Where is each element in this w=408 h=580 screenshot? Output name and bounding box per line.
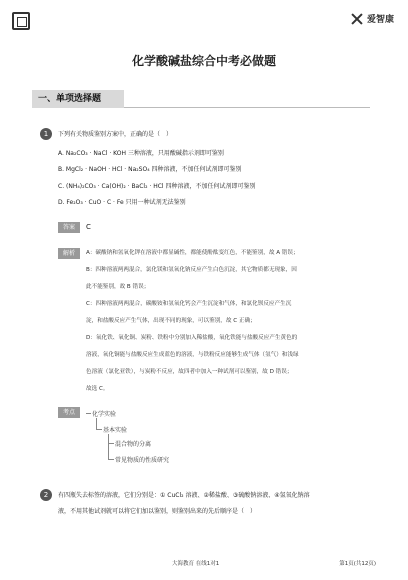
tree-branch-2a: [108, 443, 114, 444]
answer-value: C: [86, 223, 91, 231]
analysis-line-5: 淀，和盐酸反应产生气体，出现不同的现象，可以鉴别，故 C 正确；: [86, 318, 256, 324]
question-1-text: 下列有关物质鉴别方案中，正确的是（ ）: [58, 131, 173, 138]
analysis-line-4: C：四种溶液两两混合，碳酸铵和氢氧化钙会产生沉淀和气体，和氯化钡反应产生沉: [86, 301, 292, 307]
tree-root: 化学实验: [92, 411, 117, 418]
analysis-line-1: A：碳酸钠和氢氧化钾在溶液中都显碱性，都能使酚酞变红色，不能鉴别，故 A 错误；: [86, 250, 299, 256]
tree-stem-2: [108, 434, 109, 459]
tree-level1: 基本实验: [103, 427, 128, 434]
analysis-line-6: D：氧化铁、氧化铜、炭粉、铁粉中分别加入稀盐酸，氧化铁能与盐酸反应产生黄色的: [86, 335, 298, 341]
tree-level2-item-2: 常见物质的性质研究: [115, 457, 170, 464]
question-number-1: 1: [40, 128, 52, 140]
analysis-line-7: 溶液，氧化铜能与盐酸反应生成蓝色的溶液，与铁粉反应能够生成气体（氢气）和浅绿: [86, 352, 299, 358]
analysis-line-3: 此不能鉴别，故 B 错误；: [86, 284, 150, 290]
analysis-line-2: B：四种溶液两两混合，氯化镁和氢氧化钠反应产生白色沉淀，其它物质都无现象，因: [86, 267, 297, 273]
logo-left-icon: [12, 12, 30, 30]
analysis-line-8: 色溶液（氯化亚铁），与炭粉不反应，故四者中加入一种试剂可以鉴别，故 D 错误；: [86, 369, 293, 375]
brand-name: 爱智康: [366, 15, 394, 25]
tree-branch-2b: [108, 459, 114, 460]
section-title: 一、单项选择题: [32, 90, 124, 108]
option-a: A. Na₂CO₃ · NaCl · KOH 三种溶液，只用酸碱指示剂即可鉴别: [58, 150, 224, 157]
page-header: [0, 0, 408, 40]
brand: [351, 12, 394, 25]
analysis-line-9: 故选 C。: [86, 386, 109, 392]
tree-branch-root: [86, 413, 91, 414]
analysis-label: 解析: [58, 248, 80, 259]
question-2-line-2: 液，不用其他试剂就可以将它们加以鉴别，则鉴别出来的先后顺序是（ ）: [58, 508, 257, 515]
page-title: 化学酸碱盐综合中考必做题: [131, 54, 276, 68]
point-label: 考点: [58, 407, 80, 418]
option-b: B. MgCl₂ · NaOH · HCl · Na₂SO₄ 四种溶液，不加任何试剂即可鉴别: [58, 166, 242, 173]
option-d: D. Fe₂O₃ · CuO · C · Fe 只用一种试剂无法鉴别: [58, 199, 186, 206]
question-number-2: 2: [40, 489, 52, 501]
question-2-line-1: 有四瓶失去标签的溶液，它们分别是：① CuCl₂ 溶液、②稀盐酸、③硫酸钠溶液、④氢氧化钠溶: [58, 492, 310, 499]
tree-branch-1: [96, 429, 102, 430]
option-c: C. (NH₄)₂CO₃ · Ca(OH)₂ · BaCl₂ · HCl 四种溶液，不加任何试剂即可鉴别: [58, 183, 256, 190]
footer-center: 大海教育 在线1对1: [172, 561, 220, 567]
tree-level2-item-1: 混合物的分离: [115, 441, 152, 448]
section-header: [32, 90, 370, 108]
footer-page: 第1页(共12页): [339, 561, 376, 567]
answer-label: 答案: [58, 222, 80, 233]
tree-stem-1: [96, 418, 97, 429]
brand-x-icon: [351, 13, 363, 25]
